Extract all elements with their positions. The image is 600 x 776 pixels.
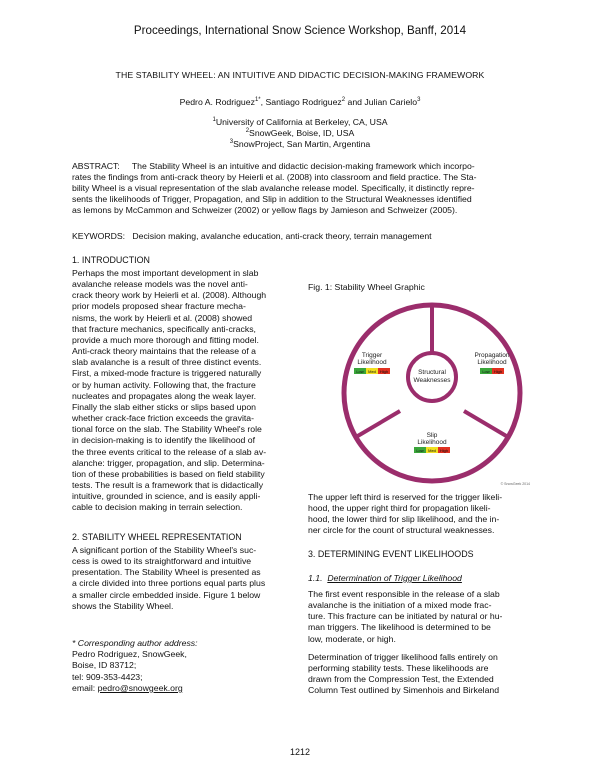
subsection-title: Determination of Trigger Likelihood (327, 573, 462, 583)
svg-text:Low: Low (482, 368, 490, 374)
keywords-label: KEYWORDS: (72, 231, 126, 241)
figure-credit: © SnowGeek 2014 (500, 482, 530, 486)
trigger-label: Likelihood (357, 359, 387, 366)
author-name: Santiago Rodriguez (265, 97, 342, 107)
figure-caption: Fig. 1: Stability Wheel Graphic (308, 282, 425, 292)
affiliation-sup: 3 (229, 139, 234, 146)
proceedings-header: Proceedings, International Snow Science Workshop, Banff, 2014 (133, 24, 467, 37)
author-sup: 3 (417, 97, 421, 104)
page-number: 1212 (289, 747, 311, 757)
slip-label: Likelihood (417, 439, 447, 446)
affiliation (0, 139, 600, 149)
trigger-paragraph-2: Determination of trigger likelihood falls entirely on performing stability tests. These likelihoods are drawn from the Compression Test, the Extended Column Test outlined by Simenhois and Birkeland (308, 652, 500, 696)
propagation-level-bar (480, 368, 504, 374)
propagation-label: Propagation (474, 352, 510, 359)
keywords-text: Decision making, avalanche education, anti-crack theory, terrain management (132, 231, 432, 241)
slip-label: Slip (426, 432, 438, 439)
svg-text:Med: Med (368, 368, 376, 374)
corresponding-label: * Corresponding author address: (72, 638, 198, 648)
figure-description: The upper left third is reserved for the trigger likeli- hood, the upper right third for propagation likeli- hood, the lower third for slip likelihood, and the in- ner circle for the count of structural weaknesses. (308, 492, 503, 536)
center-label: Structural (418, 369, 446, 376)
affiliation (0, 117, 600, 127)
abstract-line: bility Wheel is a visual representation of the slab avalanche release model. Specifically, it distinctly repre- (72, 183, 475, 194)
svg-text:High: High (439, 447, 449, 453)
abstract-label: ABSTRACT: (72, 161, 120, 171)
abstract-line: ABSTRACT: The Stability Wheel is an intuitive and didactic decision-making framework which incorpo- (72, 161, 475, 171)
corresponding-author: * Corresponding author address: Pedro Rodriguez, SnowGeek, Boise, ID 83712; tel: 909-353-4423; email: pedro@snowgeek.org (72, 638, 292, 694)
trigger-label: Trigger (361, 352, 383, 359)
representation-paragraph: A significant portion of the Stability Wheel's suc- cess is owed to its straightforward and intuitive presentation. The Stability Wheel is presented as a circle divided into three portions equal parts plus a smaller circle embedded inside. Figure 1 below shows the Stability Wheel. (72, 545, 266, 611)
author-name: Pedro A. Rodriguez (179, 97, 255, 107)
keywords (72, 231, 530, 241)
subsection-number: 1.1. (308, 573, 323, 583)
author-name: Julian Carielo (364, 97, 418, 107)
svg-text:High: High (379, 368, 389, 374)
affiliation (0, 128, 600, 138)
email-link[interactable]: pedro@snowgeek.org (97, 682, 183, 693)
abstract-line: as lemons by McCammon and Schweizer (2002) or yellow flags by Jamieson and Schweizer (2005). (72, 205, 458, 216)
trigger-paragraph-1: The first event responsible in the release of a slab avalanche is the initiation of a mixed mode frac- ture. This fracture can be initiated by natural or hu- man triggers. The likelihood is determined to be low, moderate, or high. (308, 589, 503, 644)
author-sup: 1* (254, 97, 261, 104)
abstract-line: rates the findings from anti-crack theory by Heierli et al. (2008) into classroom and field practice. The Sta- (72, 172, 477, 183)
svg-text:Low: Low (416, 447, 424, 453)
affiliation-text: University of California at Berkeley, CA, USA (215, 117, 388, 127)
paper-title: THE STABILITY WHEEL: AN INTUITIVE AND DIDACTIC DECISION-MAKING FRAMEWORK (115, 70, 485, 80)
svg-text:Low: Low (356, 368, 364, 374)
section-heading-likelihoods: 3. DETERMINING EVENT LIKELIHOODS (308, 549, 474, 559)
stability-wheel (334, 296, 534, 496)
section-heading-representation: 2. STABILITY WHEEL REPRESENTATION (72, 532, 242, 542)
author-sup: 2 (341, 97, 346, 104)
abstract (72, 161, 530, 216)
author-list: Pedro A. Rodriguez$^{1*}$, Santiago Rodriguez$^2$ and Julian Carielo$^3$ (179, 97, 421, 107)
abstract-line: sents the likelihoods of Trigger, Propagation, and Slip in addition to the Structural Weaknesses identified (72, 194, 472, 205)
svg-text:Med: Med (428, 447, 436, 453)
affiliation-text: SnowProject, San Martin, Argentina (233, 139, 371, 149)
affiliation-sup: 2 (245, 128, 250, 135)
center-label: Weaknesses (413, 377, 451, 384)
slip-level-bar (414, 447, 450, 453)
introduction-paragraph: Perhaps the most important development in slab avalanche release models was the novel anti- crack theory work by Heierli et al. (2008). Although prior models proposed shear fracture mecha- nisms, the work by Heierli et al. (2008) showed that fracture mechanics, specifically anti-cracks, provide a much more thorough and fitting model. Anti-crack theory maintains that the release of a slab avalanche is a result of three distinct events. First, a mixed-mode fracture is triggered naturally or by human activity. Following that, the fracture nucleates and propagates along the weak layer. Finally the slab either sticks or slips based upon whether crack-face friction exceeds the gravita- tional force on the slab. The Stability Wheel's role in decision-making is to identify the likelihood of the three events critical to the release of a slab av- alanche: trigger, propagation, and slip. Determina- tion of these probabilities is based on field stability tests. The result is a framework that is didactically intuitive, grounded in science, and is easily appli- cable to decision making in terrain selection. (72, 268, 267, 513)
trigger-level-bar (354, 368, 390, 374)
affiliation-sup: 1 (212, 117, 216, 124)
subsection-heading (308, 573, 462, 583)
svg-text:High: High (493, 368, 503, 374)
affiliation-text: SnowGeek, Boise, ID, USA (249, 128, 355, 138)
section-heading-introduction: 1. INTRODUCTION (72, 255, 150, 265)
propagation-label: Likelihood (477, 359, 507, 366)
